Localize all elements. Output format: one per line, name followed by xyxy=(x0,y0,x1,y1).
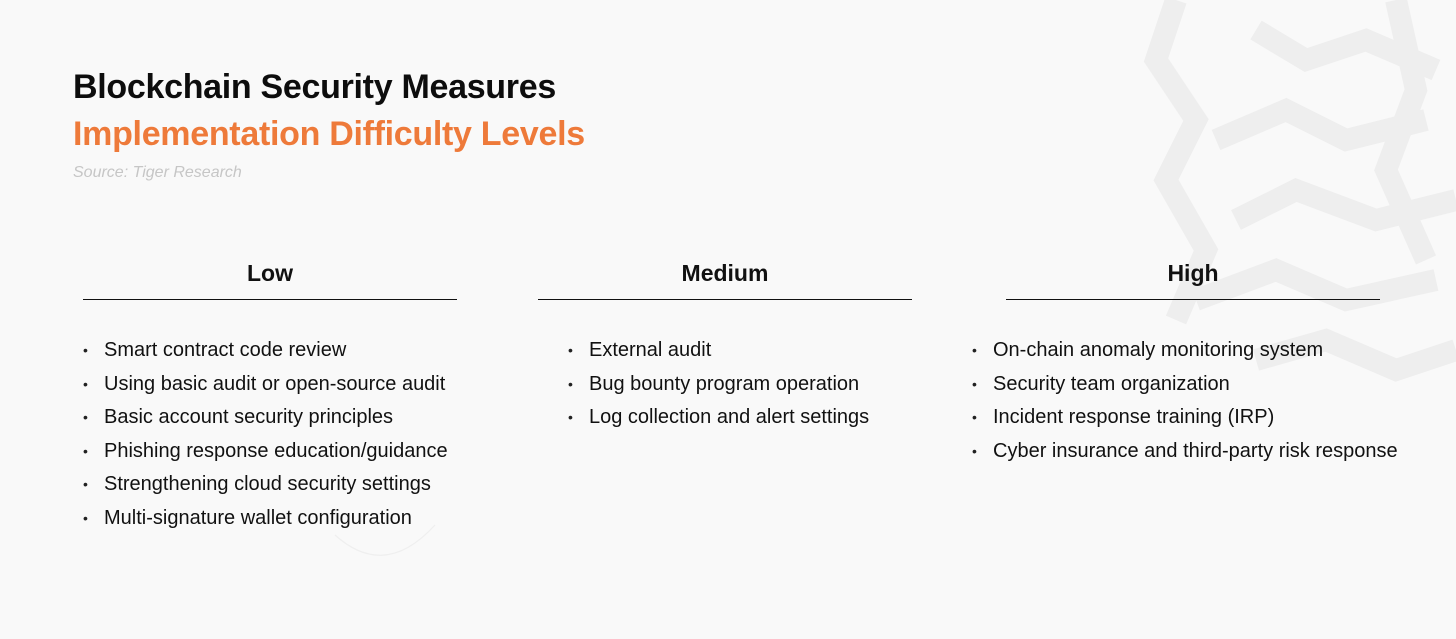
column-header-low: Low xyxy=(83,256,457,300)
column-medium xyxy=(538,256,912,428)
list-item: • Bug bounty program operation xyxy=(568,368,869,402)
column-high xyxy=(972,256,1398,462)
list-item: • Cyber insurance and third-party risk response xyxy=(972,435,1398,469)
list-item: • Smart contract code review xyxy=(83,334,448,368)
bullet-dot-icon: • xyxy=(972,375,977,392)
list-item: • Phishing response education/guidance xyxy=(83,435,448,469)
bullet-dot-icon: • xyxy=(972,442,977,459)
list-item: • On-chain anomaly monitoring system xyxy=(972,334,1398,368)
bullet-dot-icon: • xyxy=(83,476,88,492)
bullet-dot-icon: • xyxy=(83,409,88,425)
bullet-dot-icon: • xyxy=(972,409,977,425)
bullet-dot-icon: • xyxy=(568,375,573,392)
list-item: • Using basic audit or open-source audit xyxy=(83,368,448,402)
column-header-medium: Medium xyxy=(538,256,912,300)
list-item: • Incident response training (IRP) xyxy=(972,401,1398,435)
header xyxy=(73,64,585,184)
bullet-dot-icon: • xyxy=(568,342,573,358)
bullet-dot-icon: • xyxy=(972,342,977,358)
list-item: • Basic account security principles xyxy=(83,401,448,435)
bullet-dot-icon: • xyxy=(83,442,88,459)
column-header-high: High xyxy=(1006,256,1380,300)
list-item: • Security team organization xyxy=(972,368,1398,402)
bullet-dot-icon: • xyxy=(83,509,88,526)
page-subtitle: Implementation Difficulty Levels xyxy=(73,115,585,153)
list-item: • Strengthening cloud security settings xyxy=(83,468,448,502)
bullet-dot-icon: • xyxy=(568,409,573,425)
list-low xyxy=(83,334,448,535)
source-note: Source: Tiger Research xyxy=(73,164,242,181)
list-item: • Multi-signature wallet configuration xyxy=(83,502,448,536)
list-high xyxy=(972,334,1398,468)
list-medium xyxy=(568,334,869,435)
column-low xyxy=(83,256,457,529)
list-item: • External audit xyxy=(568,334,869,368)
list-item: • Log collection and alert settings xyxy=(568,401,869,435)
page-title: Blockchain Security Measures xyxy=(73,68,556,106)
bullet-dot-icon: • xyxy=(83,342,88,358)
bullet-dot-icon: • xyxy=(83,375,88,392)
